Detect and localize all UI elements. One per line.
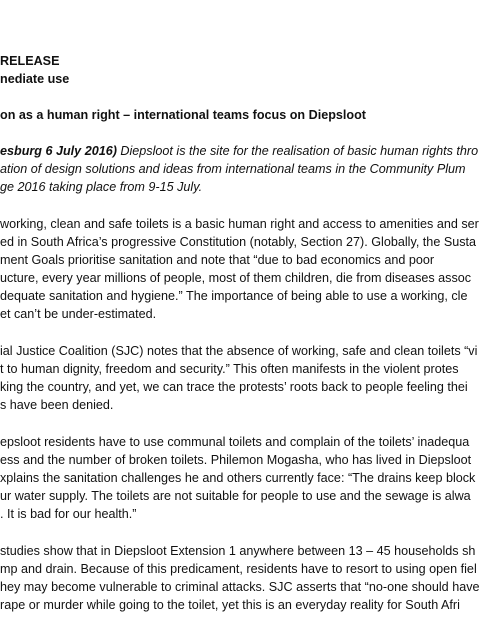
paragraph-3-line: . It is bad for our health.”	[0, 507, 137, 521]
lede-line-1	[0, 143, 478, 159]
paragraph-2-line: ial Justice Coalition (SJC) notes that the absence of working, safe and clean toilets “vi	[0, 344, 478, 358]
dateline: esburg 6 July 2016)	[0, 144, 121, 158]
paragraph-2-line: king the country, and yet, we can trace the protests’ roots back to people feeling thei	[0, 380, 468, 394]
paragraph-1-line: ucture, every year millions of people, most of them children, die from diseases assoc	[0, 271, 472, 285]
paragraph-1-line: working, clean and safe toilets is a basic human right and access to amenities and ser	[0, 217, 479, 231]
paragraph-2-line: t to human dignity, freedom and security.” This often manifests in the violent protes	[0, 362, 459, 376]
paragraph-3-line: ess and the number of broken toilets. Philemon Mogasha, who has lived in Diepsloot	[0, 453, 472, 467]
paragraph-3-line: epsloot residents have to use communal toilets and complain of the toilets’ inadequa	[0, 435, 470, 449]
paragraph-4-line: rape or murder while going to the toilet, yet this is an everyday reality for South Afri	[0, 598, 460, 612]
paragraph-1-line: ment Goals prioritise sanitation and note that “due to bad economics and poor	[0, 253, 435, 267]
paragraph-3-line: ur water supply. The toilets are not suitable for people to use and the sewage is alwa	[0, 489, 471, 503]
paragraph-1-line: dequate sanitation and hygiene.” The importance of being able to use a working, cle	[0, 289, 468, 303]
paragraph-4-line: studies show that in Diepsloot Extension 1 anywhere between 13 – 45 households sh	[0, 544, 476, 558]
lede-line-2: ation of design solutions and ideas from international teams in the Community Plum	[0, 162, 466, 176]
paragraph-2-line: s have been denied.	[0, 398, 114, 412]
paragraph-1-line: et can’t be under-estimated.	[0, 307, 157, 321]
lede-text: Diepsloot is the site for the realisation of basic human rights thro	[120, 144, 479, 158]
paragraph-1-line: ed in South Africa’s progressive Constitution (notably, Section 27). Globally, the Susta	[0, 235, 477, 249]
release-heading: RELEASE	[0, 54, 60, 68]
paragraph-4-line: hey may become vulnerable to criminal attacks. SJC asserts that “no-one should have	[0, 580, 480, 594]
paragraph-3-line: xplains the sanitation challenges he and others currently face: “The drains keep block	[0, 471, 476, 485]
headline: on as a human right – international teams focus on Diepsloot	[0, 108, 366, 122]
lede-line-3: ge 2016 taking place from 9-15 July.	[0, 180, 203, 194]
paragraph-4-line: mp and drain. Because of this predicament, residents have to resort to using open fiel	[0, 562, 477, 576]
embargo-line: nediate use	[0, 72, 70, 86]
